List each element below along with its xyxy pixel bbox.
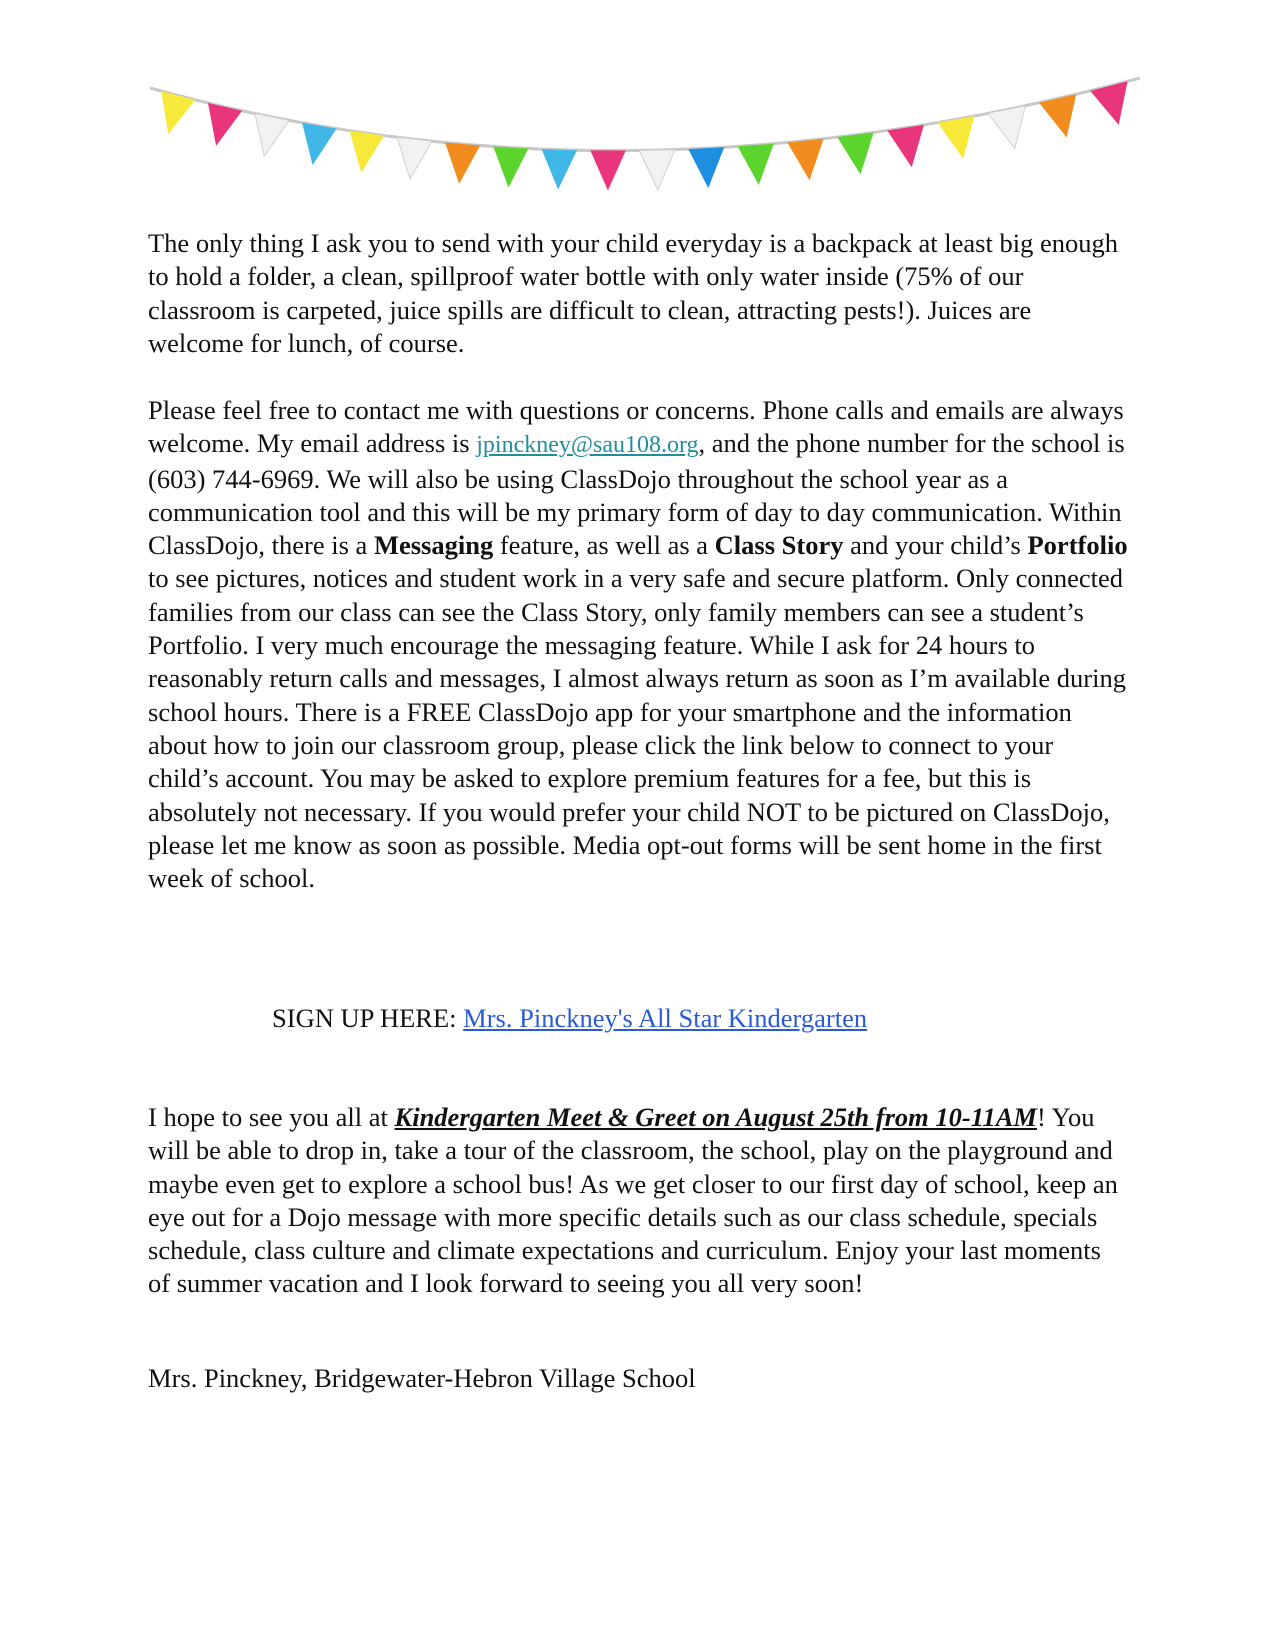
- signup-line: [272, 1002, 1172, 1035]
- signup-label: SIGN UP HERE:: [272, 1003, 464, 1033]
- bunting-flag: [255, 114, 289, 157]
- bunting-flag: [738, 144, 774, 185]
- bunting-flag: [938, 116, 975, 159]
- contact-text-3: feature, as well as a: [493, 530, 715, 561]
- bunting-flag: [542, 149, 577, 190]
- email-link[interactable]: jpinckney@sau108.org: [476, 432, 699, 459]
- meet-greet-text-2: ! You will be able to drop in, take a tour of the classroom, the school, play on the playground and maybe even get to explore a school bus! As we get closer to our first day of school, keep an eye out for a Dojo message with more specific details such as our class schedule, specials schedule, class culture and climate expectations and curriculum. Enjoy your last moments of summer vacation and I look forward to seeing you all very soon!: [148, 1102, 1118, 1299]
- bunting-flag: [988, 106, 1025, 149]
- class-story-bold: Class Story: [714, 530, 844, 561]
- bunting-banner: [0, 0, 1275, 200]
- backpack-paragraph: The only thing I ask you to send with your child everyday is a backpack at least big enough to hold a folder, a clean, spillproof water bottle with only water inside (75% of our classroom is carpeted, juice spills are difficult to clean, attracting pests!). Juices are welcome for lunch, of course.: [148, 228, 1118, 358]
- bunting-flag: [639, 150, 675, 190]
- messaging-bold: Messaging: [373, 530, 494, 561]
- bunting-flag: [837, 132, 873, 174]
- bunting-flag: [397, 137, 432, 179]
- contact-text-1: Please feel free to contact me with questions or concerns. Phone calls and emails are always welcome. My email address is: [148, 395, 1124, 459]
- signature: Mrs. Pinckney, Bridgewater-Hebron Village School: [148, 1363, 696, 1393]
- bunting-flag: [1090, 81, 1127, 125]
- bunting-flag: [590, 150, 626, 190]
- classdojo-signup-link[interactable]: Mrs. Pinckney's All Star Kindergarten: [463, 1003, 868, 1033]
- portfolio-bold: Portfolio: [1027, 530, 1128, 561]
- contact-text-5: to see pictures, notices and student work in a very safe and secure platform. Only connected families from our class can see the Class Story, only family members can see a student’s Portfolio. I very much encourage the messaging feature. While I ask for 24 hours to reasonably return calls and messages, I almost always return as soon as I’m available during school hours. There is a FREE ClassDojo app for your smartphone and the information about how to join our classroom group, please click the link below to connect to your child’s account. You may be asked to explore premium features for a fee, but this is absolutely not necessary. If you would prefer your child NOT to be pictured on ClassDojo, please let me know as soon as possible. Media opt-out forms will be sent home in the first week of school.: [148, 563, 1126, 894]
- contact-text-4: and your child’s: [843, 530, 1028, 561]
- bunting-flag: [445, 143, 480, 184]
- bunting-flag: [493, 146, 528, 187]
- meet-greet-paragraph: [148, 1101, 1128, 1301]
- bunting-flag: [350, 131, 385, 173]
- bunting-flag: [302, 123, 336, 165]
- contact-paragraph: [148, 394, 1128, 895]
- bunting-flag: [887, 125, 924, 167]
- bunting-flag: [688, 147, 724, 188]
- contact-text-2: , and the phone number for the school is (603) 744-6969. We will also be using ClassDojo throughout the school year as a communication tool and this will be my primary form of day to day communication. Within ClassDojo, there is a: [148, 428, 1125, 561]
- event-highlight: Kindergarten Meet & Greet on August 25th from 10-11AM: [394, 1102, 1037, 1132]
- bunting-flag: [787, 139, 823, 181]
- meet-greet-text-1: I hope to see you all at: [148, 1102, 395, 1132]
